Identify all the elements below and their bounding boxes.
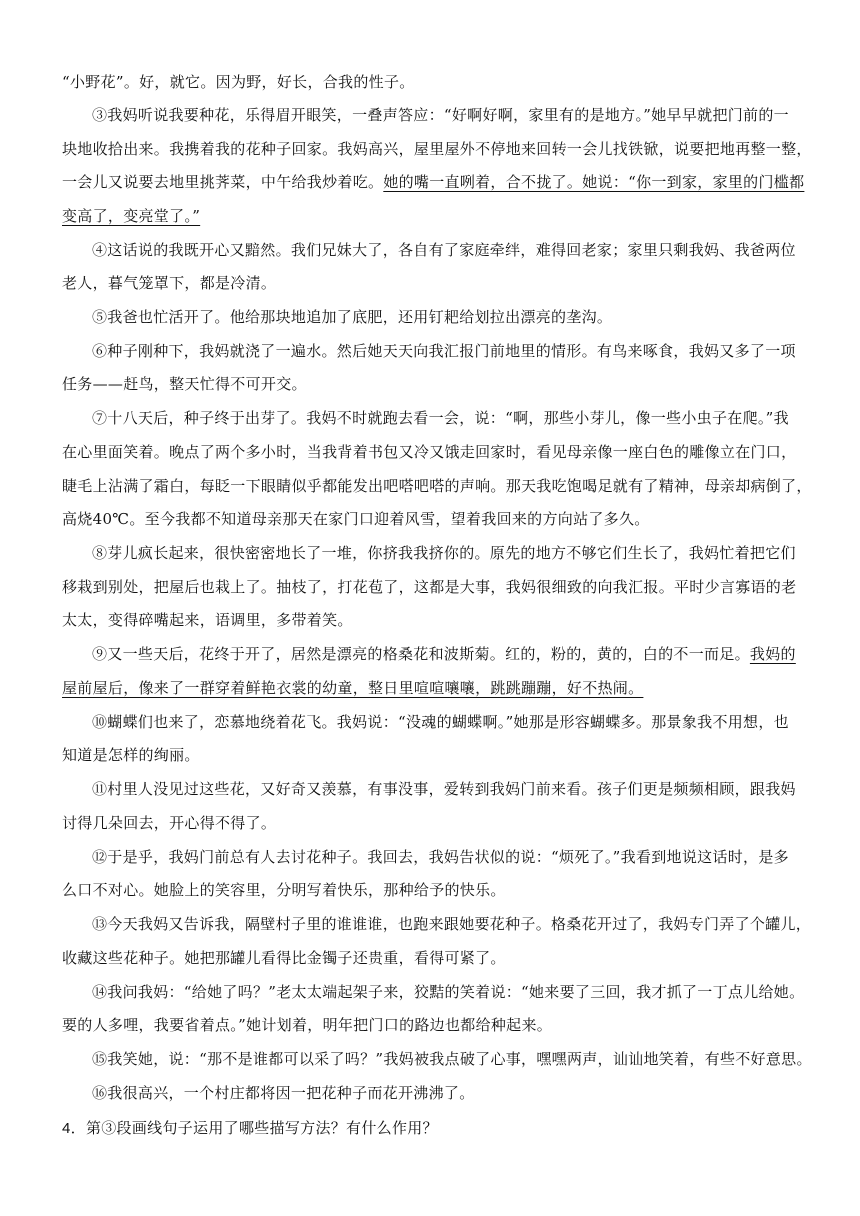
paragraph-8-line-1: ⑧芽儿疯长起来，很快密密地长了一堆，你挤我我挤你的。原先的地方不够它们生长了，我妈忙着把它们 [92,544,796,562]
paragraph-13-line-1: ⑬今天我妈又告诉我，隔壁村子里的谁谁谁，也跑来跟她要花种子。格桑花开过了，我妈专门弄了个罐儿， [92,915,812,933]
paragraph-6-line-2: 任务——赶鸟，整天忙得不可开交。 [62,375,307,393]
paragraph-4-line-1: ④这话说的我既开心又黯然。我们兄妹大了，各自有了家庭牵绊，难得回老家；家里只剩我妈、我爸两位 [92,241,796,259]
paragraph-10-line-1: ⑩蝴蝶们也来了，恋慕地绕着花飞。我妈说：“没魂的蝴蝶啊。”她那是形容蝴蝶多。那景象我不用想，也 [92,713,789,731]
paragraph-8-line-2: 移栽到别处，把屋后也栽上了。抽枝了，打花苞了，这都是大事，我妈很细致的向我汇报。平时少言寡语的老 [62,578,797,596]
paragraph-8-line-3: 太太，变得碎嘴起来，语调里，多带着笑。 [62,611,353,629]
paragraph-5: ⑤我爸也忙活开了。他给那块地追加了底肥，还用钉耙给划拉出漂亮的垄沟。 [92,308,613,326]
paragraph-9-line-1 [92,643,796,665]
paragraph-14-line-2: 要的人多哩，我要省着点。”她计划着，明年把门口的路边也都给种起来。 [62,1016,553,1034]
question-text: 第③段画线句子运用了哪些描写方法？有什么作用？ [85,1119,438,1137]
paragraph-12-line-2: 么口不对心。她脸上的笑容里，分明写着快乐，那种给予的快乐。 [62,881,506,899]
paragraph-3-line-1: ③我妈听说我要种花，乐得眉开眼笑，一叠声答应：“好啊好啊，家里有的是地方。”她早早就把门前的一 [92,106,789,124]
paragraph-10-line-2: 知道是怎样的绚丽。 [62,746,200,764]
paragraph-6-line-1: ⑥种子刚种下，我妈就浇了一遍水。然后她天天向我汇报门前地里的情形。有鸟来啄食，我妈又多了一项 [92,342,796,360]
question-number: 4． [62,1120,86,1137]
paragraph-11-line-2: 讨得几朵回去，开心得不得了。 [62,814,277,832]
paragraph-7-line-1: ⑦十八天后，种子终于出芽了。我妈不时就跑去看一会，说：“啊，那些小芽儿，像一些小虫子在爬。”我 [92,409,789,427]
paragraph-9-underlined-sentence-end: 屋前屋后，像来了一群穿着鲜艳衣裳的幼童，整日里喧喧嚷嚷，跳跳蹦蹦，好不热闹。 [62,679,644,697]
paragraph-2-tail: “小野花”。好，就它。因为野，好长，合我的性子。 [62,73,415,91]
paragraph-3-underlined-sentence: 她的嘴一直咧着，合不拢了。她说：“你一到家，家里的门槛都 [383,173,805,191]
paragraph-3-plain-text: 一会儿又说要去地里挑荠菜，中午给我炒着吃。 [62,173,384,191]
paragraph-3-underlined-sentence-end: 变高了，变亮堂了。” [62,207,201,225]
paragraph-7-line-2: 在心里面笑着。晚点了两个多小时，当我背着书包又冷又饿走回家时，看见母亲像一座白色的雕像立在门口， [62,443,797,461]
paragraph-4-line-2: 老人，暮气笼罩下，都是冷清。 [62,274,277,292]
paragraph-3-line-3 [62,171,804,193]
paragraph-7-line-3: 睫毛上沾满了霜白，每眨一下眼睛似乎都能发出吧嗒吧嗒的声响。那天我吃饱喝足就有了精神，母亲却病倒了， [62,477,812,495]
paragraph-7-line-4: 高烧40℃。至今我都不知道母亲那天在家门口迎着风雪，望着我回来的方向站了多久。 [62,510,650,528]
paragraph-14-line-1: ⑭我问我妈：“给她了吗？”老太太端起架子来，狡黠的笑着说：“她来要了三回，我才抓了一丁点儿给她。 [92,983,805,1001]
paragraph-9-plain-text: ⑨又一些天后，花终于开了，居然是漂亮的格桑花和波斯菊。红的，粉的，黄的，白的不一而足。 [92,645,750,663]
paragraph-12-line-1: ⑫于是乎，我妈门前总有人去讨花种子。我回去，我妈告状似的说：“烦死了。”我看到地说这话时，是多 [92,848,789,866]
paragraph-16: ⑯我很高兴，一个村庄都将因一把花种子而花开沸沸了。 [92,1084,475,1102]
paragraph-3-line-2: 块地收拾出来。我携着我的花种子回家。我妈高兴，屋里屋外不停地来回转一会儿找铁锨，说要把地再整一整， [62,140,812,158]
question-4 [62,1117,438,1140]
paragraph-13-line-2: 收藏这些花种子。她把那罐儿看得比金镯子还贵重，看得可紧了。 [62,949,506,967]
paragraph-11-line-1: ⑪村里人没见过这些花，又好奇又羡慕，有事没事，爱转到我妈门前来看。孩子们更是频频相顾，跟我妈 [92,780,796,798]
paragraph-15: ⑮我笑她，说：“那不是谁都可以采了吗？”我妈被我点破了心事，嘿嘿两声，讪讪地笑着，有些不好意思。 [92,1050,812,1068]
paragraph-9-underlined-sentence: 我妈的 [749,645,796,663]
